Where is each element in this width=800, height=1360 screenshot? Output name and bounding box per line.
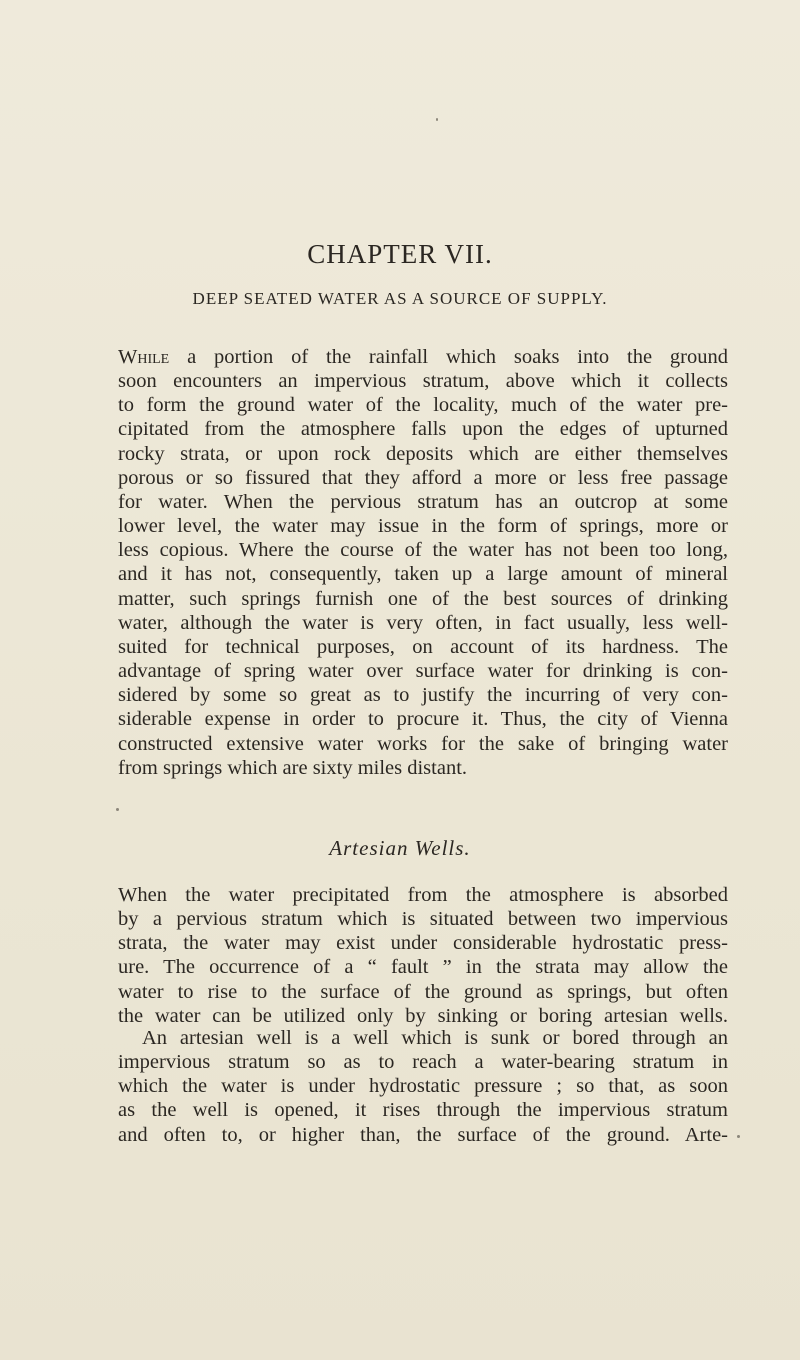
text-line: matter, such springs furnish one of the best sources of drinking [118, 587, 728, 610]
text-line: as the well is opened, it rises through the impervious stratum [118, 1099, 728, 1122]
paper-speck [436, 118, 438, 121]
text-line: siderable expense in order to procure it. Thus, the city of Vienna [118, 708, 728, 731]
text-line: impervious stratum so as to reach a water-bearing stratum in [118, 1051, 728, 1074]
text-line: When the water precipitated from the atmosphere is absorbed [118, 884, 728, 906]
chapter-title: CHAPTER VII. [307, 239, 493, 269]
text-line: sidered by some so great as to justify the incurring of very con- [118, 684, 728, 707]
text-line: by a pervious stratum which is situated between two impervious [118, 908, 728, 931]
text-line: the water can be utilized only by sinking or boring artesian wells. [118, 1004, 728, 1027]
paper-speck [116, 808, 119, 811]
text-line: rocky strata, or upon rock deposits which are either themselves [118, 442, 728, 465]
text-line: An artesian well is a well which is sunk or bored through an [142, 1027, 728, 1049]
text-line: lower level, the water may issue in the form of springs, more or [118, 515, 728, 538]
paper-speck [737, 1135, 740, 1138]
text-line: strata, the water may exist under considerable hydrostatic press- [118, 932, 728, 955]
text-line: porous or so fissured that they afford a more or less free passage [118, 466, 728, 489]
paragraph-springs [118, 345, 728, 780]
text-line: which the water is under hydrostatic pressure ; so that, as soon [118, 1075, 728, 1098]
subheading-artesian-wells: Artesian Wells. [329, 836, 471, 860]
section-heading: DEEP SEATED WATER AS A SOURCE OF SUPPLY. [192, 289, 608, 308]
text-line: ure. The occurrence of a “ fault ” in the strata may allow the [118, 956, 728, 979]
text-line: and often to, or higher than, the surface of the ground. Arte- [118, 1123, 728, 1146]
text-line: to form the ground water of the locality, much of the water pre- [118, 394, 728, 417]
text-line: suited for technical purposes, on account of its hardness. The [118, 635, 728, 658]
text-line: constructed extensive water works for the sake of bringing water [118, 732, 728, 755]
text-line: less copious. Where the course of the water has not been too long, [118, 539, 728, 562]
text-line: from springs which are sixty miles distant. [118, 756, 468, 779]
paragraph-pervious-strata [118, 883, 728, 1028]
text-line: water, although the water is very often, in fact usually, less well- [118, 611, 728, 634]
text-line: advantage of spring water over surface water for drinking is con- [118, 660, 728, 683]
text-line: cipitated from the atmosphere falls upon the edges of upturned [118, 418, 728, 441]
lead-word: While [118, 346, 170, 368]
text-line: for water. When the pervious stratum has an outcrop at some [118, 490, 728, 513]
text-line: water to rise to the surface of the ground as springs, but often [118, 980, 728, 1003]
text-line: and it has not, consequently, taken up a large amount of mineral [118, 563, 728, 586]
text-line: soon encounters an impervious stratum, above which it collects [118, 370, 728, 393]
paragraph-artesian-definition [118, 1026, 728, 1147]
text-line: While a portion of the rainfall which soaks into the ground [118, 346, 728, 368]
